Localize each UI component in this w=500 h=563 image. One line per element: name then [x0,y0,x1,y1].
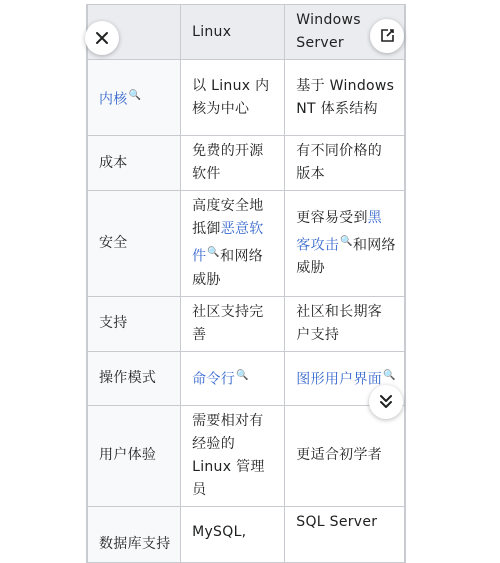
search-icon[interactable]: 🔍 [236,370,249,382]
text: 更容易受到 [296,209,368,226]
text: 和网络威胁 [192,248,264,288]
row-label-cost: 成本 [88,136,181,191]
table-row [88,506,405,562]
text: 高度安全地抵御 [192,198,264,237]
cell-linux-kernel: 以 Linux 内核为中心 [181,60,285,136]
text: 和网络威胁 [296,237,396,277]
table-row [88,405,405,506]
cell-windows-user-experience: 更适合初学者 [285,405,405,506]
cell-windows-database: SQL Server [285,506,405,562]
row-label-security: 安全 [88,191,181,297]
header-cell-linux: Linux [181,5,285,60]
search-icon[interactable]: 🔍 [207,247,221,258]
cell-linux-security [181,191,285,297]
row-label-user-experience: 用户体验 [88,405,181,506]
search-icon[interactable]: 🔍 [340,235,353,247]
close-icon [95,31,109,45]
cell-linux-support: 社区支持完善 [181,296,285,351]
table-row [88,296,405,351]
command-line-link[interactable]: 命令行 [192,371,235,388]
cell-windows-security [285,191,405,297]
row-label-database: 数据库支持 [88,506,181,562]
close-button[interactable] [85,21,119,55]
table-row [88,351,405,405]
chevron-double-down-icon [378,393,394,411]
edit-icon [379,28,395,44]
comparison-table [87,4,405,563]
table-row [88,136,405,191]
gui-link[interactable]: 图形用户界面 [296,371,383,388]
hacker-attack-link[interactable]: 黑客攻击 [296,209,383,254]
row-label-mode: 操作模式 [88,351,181,405]
comparison-table-container [86,4,406,563]
expand-button[interactable] [369,385,403,419]
header-cell-windows: Windows Server [285,5,405,60]
edit-button[interactable] [370,19,404,53]
cell-linux-user-experience: 需要相对有经验的 Linux 管理员 [181,405,285,506]
row-label-kernel [88,60,181,136]
kernel-link[interactable]: 内核 [99,91,128,108]
table-row [88,191,405,297]
cell-linux-mode [181,351,285,405]
table-header-row [88,5,405,60]
search-icon[interactable]: 🔍 [128,89,142,101]
cell-windows-support: 社区和长期客户支持 [285,296,405,351]
table-row [88,60,405,136]
cell-windows-cost: 有不同价格的版本 [285,136,405,191]
search-icon[interactable]: 🔍 [383,370,396,382]
malware-link[interactable]: 恶意软件 [192,221,264,265]
cell-windows-kernel: 基于 Windows NT 体系结构 [285,60,405,136]
row-label-support: 支持 [88,296,181,351]
cell-linux-cost: 免费的开源软件 [181,136,285,191]
cell-linux-database: MySQL, [181,506,285,562]
